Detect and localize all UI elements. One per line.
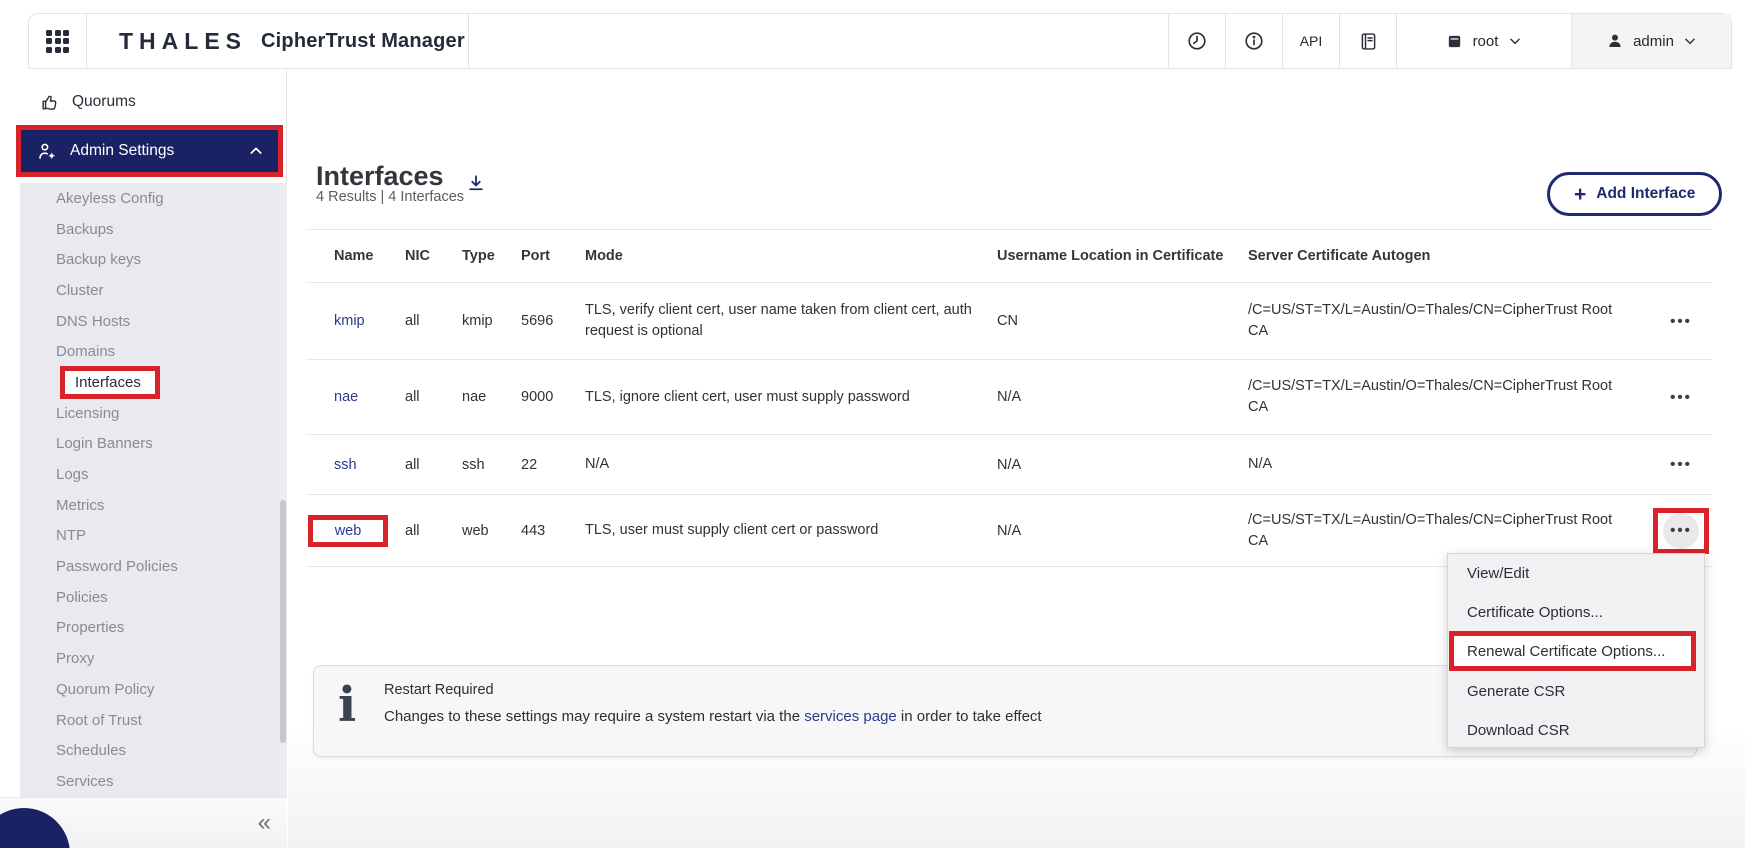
header-spacer [469, 14, 1168, 68]
nic-cell: all [405, 456, 420, 473]
sidebar-item-properties[interactable]: Properties [56, 619, 125, 637]
info-icon [1243, 30, 1265, 52]
restart-message [384, 708, 1042, 725]
documentation-button[interactable] [1339, 14, 1396, 68]
table-header-row [306, 229, 1712, 283]
thumbs-up-icon [40, 93, 59, 112]
restart-title: Restart Required [384, 682, 494, 698]
actions-cell [1650, 457, 1712, 472]
chevron-up-icon[interactable] [248, 143, 264, 159]
type-cell: kmip [462, 313, 493, 329]
sidebar-item-proxy[interactable]: Proxy [56, 650, 95, 668]
annotation-box-interfaces [60, 366, 160, 399]
sidebar-item-backups[interactable]: Backups [56, 220, 114, 238]
admin-settings-submenu [20, 183, 287, 797]
nic-cell: all [405, 522, 420, 539]
sidebar-item-root-of-trust[interactable]: Root of Trust [56, 711, 142, 729]
annotation-box-web [308, 515, 388, 547]
info-button[interactable] [1225, 14, 1282, 68]
mode-cell: N/A [585, 456, 610, 472]
sidebar-item-akeyless-config[interactable]: Akeyless Config [56, 189, 164, 207]
server-cert-cell: /C=US/ST=TX/L=Austin/O=Thales/CN=CipherTrust Root CA [1248, 302, 1613, 339]
page-title: Interfaces [316, 161, 444, 191]
sidebar-item-services[interactable]: Services [56, 772, 114, 790]
sidebar-item-admin-settings[interactable] [21, 130, 278, 172]
menu-item-download-csr[interactable]: Download CSR [1467, 722, 1570, 739]
download-icon[interactable] [466, 173, 486, 193]
sidebar-item-domains[interactable]: Domains [56, 343, 116, 361]
admin-settings-icon [37, 141, 58, 162]
product-name: CipherTrust Manager [261, 29, 465, 52]
menu-item-renewal-certificate-options[interactable] [1449, 631, 1696, 671]
sidebar-item-label: Interfaces [75, 373, 141, 391]
sidebar-item-logs[interactable]: Logs [56, 466, 89, 484]
user-icon [1606, 32, 1624, 50]
col-header-username-location: Username Location in Certificate [997, 248, 1224, 264]
type-cell: nae [462, 389, 487, 405]
col-header-name: Name [334, 248, 374, 264]
chevron-down-icon [1683, 34, 1697, 48]
sidebar-item-login-banners[interactable]: Login Banners [56, 435, 153, 453]
sidebar-item-quorum-policy[interactable]: Quorum Policy [56, 680, 155, 698]
actions-cell [1650, 513, 1712, 549]
annotation-box-admin-settings [16, 125, 283, 177]
row-actions-ellipsis-button-open[interactable] [1663, 513, 1699, 549]
sidebar-item-password-policies[interactable]: Password Policies [56, 558, 178, 576]
sidebar-footer [0, 797, 287, 848]
table-row-kmip [306, 283, 1712, 360]
decorative-swoosh [0, 808, 70, 848]
nic-cell: all [405, 389, 420, 405]
sidebar-collapse-button[interactable]: « [257, 809, 271, 836]
menu-item-certificate-options[interactable]: Certificate Options... [1467, 604, 1603, 621]
interface-link-ssh[interactable]: ssh [334, 456, 357, 473]
sidebar-item-policies[interactable]: Policies [56, 588, 108, 606]
menu-item-generate-csr[interactable]: Generate CSR [1467, 683, 1566, 700]
sidebar-item-licensing[interactable]: Licensing [56, 404, 120, 422]
port-cell: 9000 [521, 389, 554, 405]
username-location-cell: N/A [997, 389, 1022, 405]
sidebar-item-metrics[interactable]: Metrics [56, 496, 105, 514]
col-header-type: Type [462, 248, 495, 264]
interface-name-cell [306, 515, 405, 547]
interface-name-cell [306, 389, 405, 405]
server-cert-cell: N/A [1248, 456, 1273, 472]
interface-link-web[interactable]: web [334, 522, 362, 539]
user-label: admin [1633, 32, 1674, 50]
info-icon: i [338, 677, 357, 733]
ellipsis-icon: ••• [1670, 522, 1692, 539]
brand-logo-text: THALES [119, 27, 247, 54]
mode-cell: TLS, verify client cert, user name taken from client cert, auth request is optional [585, 302, 972, 339]
plus-icon: + [1574, 182, 1587, 206]
actions-cell [1650, 314, 1712, 329]
app-launcher-button[interactable] [29, 14, 87, 68]
clock-icon [1186, 30, 1208, 52]
mode-cell: TLS, user must supply client cert or password [585, 522, 879, 538]
add-interface-button[interactable] [1547, 172, 1722, 216]
restart-text [384, 682, 1042, 725]
menu-item-label: Renewal Certificate Options... [1467, 642, 1666, 660]
username-location-cell: CN [997, 313, 1018, 329]
interface-link-nae[interactable]: nae [334, 389, 359, 405]
col-header-server-cert-autogen: Server Certificate Autogen [1248, 248, 1431, 264]
services-page-link[interactable]: services page [804, 708, 897, 725]
sidebar-item-label: Quorums [72, 93, 136, 110]
domain-label: root [1472, 32, 1499, 50]
username-location-cell: N/A [997, 456, 1022, 473]
grid-icon [46, 30, 69, 53]
add-interface-label: Add Interface [1596, 185, 1696, 202]
sidebar-item-quorums[interactable] [0, 84, 286, 120]
mode-cell: TLS, ignore client cert, user must supply password [585, 388, 910, 405]
sidebar-item-interfaces[interactable] [20, 367, 287, 398]
port-cell: 22 [521, 456, 538, 473]
server-cert-cell: /C=US/ST=TX/L=Austin/O=Thales/CN=CipherTrust Root CA [1248, 378, 1613, 415]
server-cert-cell: /C=US/ST=TX/L=Austin/O=Thales/CN=CipherTrust Root CA [1248, 511, 1613, 549]
domain-icon [1446, 33, 1463, 50]
sidebar-item-backup-keys[interactable]: Backup keys [56, 251, 142, 269]
restart-message-suffix: in order to take effect [896, 708, 1042, 725]
table-row-nae [306, 360, 1712, 435]
chevron-down-icon [1508, 34, 1522, 48]
sidebar-item-dns-hosts[interactable]: DNS Hosts [56, 312, 131, 330]
user-menu[interactable] [1571, 14, 1731, 68]
api-button[interactable] [1282, 14, 1339, 68]
table-row-ssh [306, 435, 1712, 495]
top-header [28, 13, 1732, 69]
port-cell: 5696 [521, 313, 554, 329]
doc-icon [1358, 31, 1379, 52]
sidebar-item-ntp[interactable]: NTP [56, 527, 86, 545]
sidebar-item-cluster[interactable]: Cluster [56, 281, 104, 299]
port-cell: 443 [521, 522, 546, 539]
row-actions-ellipsis-icon[interactable]: ••• [1670, 388, 1692, 406]
interface-name-cell [306, 313, 405, 329]
row-actions-ellipsis-icon[interactable]: ••• [1670, 456, 1692, 473]
col-header-port: Port [521, 248, 550, 264]
sidebar-item-schedules[interactable]: Schedules [56, 742, 127, 760]
type-cell: web [462, 522, 489, 539]
interface-name-cell [306, 457, 405, 473]
domain-switcher[interactable] [1396, 14, 1571, 68]
menu-item-view-edit[interactable]: View/Edit [1467, 565, 1530, 582]
username-location-cell: N/A [997, 522, 1022, 539]
api-label: API [1299, 33, 1323, 49]
nic-cell: all [405, 313, 420, 329]
type-cell: ssh [462, 456, 485, 473]
results-summary: 4 Results | 4 Interfaces [316, 189, 465, 205]
row-actions-ellipsis-icon[interactable]: ••• [1670, 312, 1692, 330]
sidebar-item-label: Admin Settings [70, 142, 175, 159]
restart-message-prefix: Changes to these settings may require a system restart via the [384, 708, 805, 725]
actions-cell [1650, 390, 1712, 405]
app-logo [87, 14, 469, 68]
interfaces-table [306, 229, 1712, 567]
sidebar-scrollbar-thumb[interactable] [280, 500, 286, 743]
main-content [288, 69, 1745, 848]
row-context-menu [1447, 553, 1705, 748]
sidebar [0, 69, 287, 848]
col-header-mode: Mode [585, 247, 623, 264]
history-button[interactable] [1168, 14, 1225, 68]
col-header-nic: NIC [405, 248, 430, 264]
interface-link-kmip[interactable]: kmip [334, 313, 365, 329]
